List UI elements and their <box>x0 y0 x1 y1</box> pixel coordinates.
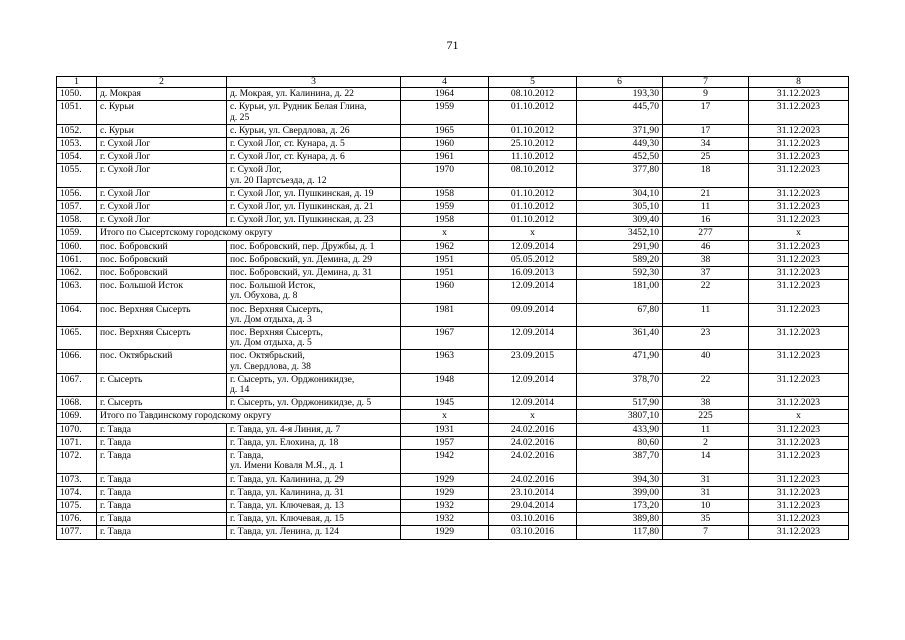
date-cell: 01.10.2012 <box>489 124 577 137</box>
count-cell: 34 <box>663 138 749 151</box>
year-cell: 1958 <box>401 214 489 227</box>
table-row <box>57 397 849 410</box>
total-label-cell: Итого по Тавдинскому городскому округу <box>97 410 401 423</box>
address-line: д. 25 <box>230 111 250 123</box>
settlement-cell: г. Тавда <box>97 423 227 436</box>
address-line: г. Тавда, ул. 4-я Линия, д. 7 <box>230 423 341 435</box>
year-cell: 1929 <box>401 473 489 486</box>
year-cell: 1932 <box>401 499 489 512</box>
column-header: 4 <box>401 77 489 88</box>
row-number-cell: 1069. <box>57 410 97 423</box>
settlement-cell: г. Сухой Лог <box>97 138 227 151</box>
row-number-cell: 1056. <box>57 187 97 200</box>
table-row <box>57 101 849 124</box>
row-number-cell: 1077. <box>57 526 97 539</box>
area-cell: 389,80 <box>577 513 663 526</box>
deadline-cell: 31.12.2023 <box>749 526 849 539</box>
address-line: г. Сухой Лог, ул. Пушкинская, д. 21 <box>230 201 374 213</box>
settlement-cell: с. Курьи <box>97 101 227 124</box>
address-cell <box>227 88 401 101</box>
address-cell <box>227 267 401 280</box>
year-cell: 1931 <box>401 423 489 436</box>
deadline-cell: 31.12.2023 <box>749 350 849 373</box>
row-number-cell: 1076. <box>57 513 97 526</box>
deadline-cell: 31.12.2023 <box>749 423 849 436</box>
table-row <box>57 164 849 187</box>
column-header: 6 <box>577 77 663 88</box>
address-line: д. Мокрая, ул. Калинина, д. 22 <box>230 88 354 100</box>
area-cell: 361,40 <box>577 327 663 350</box>
address-line: ул. Обухова, д. 8 <box>230 290 298 302</box>
count-cell: 14 <box>663 450 749 473</box>
table-row <box>57 327 849 350</box>
area-cell: 181,00 <box>577 280 663 303</box>
year-cell: 1948 <box>401 373 489 396</box>
table-row <box>57 201 849 214</box>
address-line: пос. Бобровский, ул. Демина, д. 29 <box>230 253 373 265</box>
settlement-cell: г. Тавда <box>97 526 227 539</box>
count-cell: 11 <box>663 303 749 326</box>
table-row <box>57 499 849 512</box>
settlement-cell: пос. Бобровский <box>97 253 227 266</box>
address-cell <box>227 327 401 350</box>
area-cell: 592,30 <box>577 267 663 280</box>
table-row <box>57 267 849 280</box>
address-line: пос. Большой Исток, <box>230 280 316 292</box>
address-line: г. Сысерть, ул. Орджоникидзе, д. 5 <box>230 397 372 409</box>
settlement-cell: пос. Большой Исток <box>97 280 227 303</box>
deadline-cell: 31.12.2023 <box>749 101 849 124</box>
deadline-cell: 31.12.2023 <box>749 473 849 486</box>
table-row <box>57 350 849 373</box>
date-cell: 24.02.2016 <box>489 473 577 486</box>
deadline-cell: 31.12.2023 <box>749 138 849 151</box>
settlement-cell: г. Сухой Лог <box>97 214 227 227</box>
table-row <box>57 303 849 326</box>
row-number-cell: 1062. <box>57 267 97 280</box>
address-cell <box>227 526 401 539</box>
count-cell: 7 <box>663 526 749 539</box>
year-cell: 1959 <box>401 201 489 214</box>
date-cell: 03.10.2016 <box>489 526 577 539</box>
address-cell <box>227 350 401 373</box>
area-cell: 80,60 <box>577 436 663 449</box>
date-cell: 23.10.2014 <box>489 486 577 499</box>
count-cell: 17 <box>663 124 749 137</box>
housing-register-table <box>56 76 849 540</box>
table-row <box>57 280 849 303</box>
area-cell: 517,90 <box>577 397 663 410</box>
settlement-cell: д. Мокрая <box>97 88 227 101</box>
address-cell <box>227 436 401 449</box>
area-cell: 452,50 <box>577 151 663 164</box>
year-cell: 1962 <box>401 240 489 253</box>
deadline-cell: х <box>749 410 849 423</box>
count-cell: 17 <box>663 101 749 124</box>
year-cell: 1960 <box>401 138 489 151</box>
deadline-cell: 31.12.2023 <box>749 164 849 187</box>
deadline-cell: х <box>749 227 849 240</box>
count-cell: 9 <box>663 88 749 101</box>
area-cell: 433,90 <box>577 423 663 436</box>
table-row <box>57 526 849 539</box>
row-number-cell: 1071. <box>57 436 97 449</box>
address-cell <box>227 513 401 526</box>
count-cell: 38 <box>663 253 749 266</box>
address-cell <box>227 101 401 124</box>
count-cell: 22 <box>663 373 749 396</box>
date-cell: 05.05.2012 <box>489 253 577 266</box>
row-number-cell: 1072. <box>57 450 97 473</box>
table-row <box>57 436 849 449</box>
table-row <box>57 423 849 436</box>
area-cell: 304,10 <box>577 187 663 200</box>
row-number-cell: 1067. <box>57 373 97 396</box>
address-line: г. Тавда, ул. Ленина, д. 124 <box>230 526 339 538</box>
table-row <box>57 151 849 164</box>
address-line: ул. Имени Коваля М.Я., д. 1 <box>230 460 344 472</box>
address-cell <box>227 423 401 436</box>
address-line: с. Курьи, ул. Рудник Белая Глина, <box>230 101 367 113</box>
year-cell: 1929 <box>401 486 489 499</box>
settlement-cell: г. Тавда <box>97 499 227 512</box>
row-number-cell: 1066. <box>57 350 97 373</box>
date-cell: 08.10.2012 <box>489 88 577 101</box>
year-cell: 1960 <box>401 280 489 303</box>
address-cell <box>227 240 401 253</box>
area-cell: 394,30 <box>577 473 663 486</box>
count-cell: 37 <box>663 267 749 280</box>
settlement-cell: г. Сухой Лог <box>97 187 227 200</box>
deadline-cell: 31.12.2023 <box>749 436 849 449</box>
address-cell <box>227 373 401 396</box>
settlement-cell: пос. Бобровский <box>97 267 227 280</box>
address-line: г. Сухой Лог, ул. Пушкинская, д. 19 <box>230 187 374 199</box>
date-cell: 01.10.2012 <box>489 201 577 214</box>
area-cell: 173,20 <box>577 499 663 512</box>
area-cell: 371,90 <box>577 124 663 137</box>
settlement-cell: г. Тавда <box>97 513 227 526</box>
date-cell: х <box>489 227 577 240</box>
count-cell: 21 <box>663 187 749 200</box>
deadline-cell: 31.12.2023 <box>749 450 849 473</box>
address-line: г. Тавда, ул. Калинина, д. 31 <box>230 486 344 498</box>
column-header: 1 <box>57 77 97 88</box>
year-cell: 1957 <box>401 436 489 449</box>
column-header: 8 <box>749 77 849 88</box>
date-cell: х <box>489 410 577 423</box>
deadline-cell: 31.12.2023 <box>749 88 849 101</box>
year-cell: 1967 <box>401 327 489 350</box>
address-cell <box>227 151 401 164</box>
year-cell: 1951 <box>401 267 489 280</box>
column-header: 3 <box>227 77 401 88</box>
year-cell: 1964 <box>401 88 489 101</box>
area-cell: 377,80 <box>577 164 663 187</box>
table-row <box>57 373 849 396</box>
year-cell: 1981 <box>401 303 489 326</box>
date-cell: 08.10.2012 <box>489 164 577 187</box>
area-cell: 399,00 <box>577 486 663 499</box>
deadline-cell: 31.12.2023 <box>749 187 849 200</box>
area-cell: 305,10 <box>577 201 663 214</box>
row-number-cell: 1059. <box>57 227 97 240</box>
date-cell: 23.09.2015 <box>489 350 577 373</box>
address-line: г. Сысерть, ул. Орджоникидзе, <box>230 373 355 385</box>
table-row <box>57 88 849 101</box>
count-cell: 35 <box>663 513 749 526</box>
address-line: пос. Верхняя Сысерть, <box>230 303 323 315</box>
address-cell <box>227 499 401 512</box>
address-line: с. Курьи, ул. Свердлова, д. 26 <box>230 124 350 136</box>
settlement-cell: г. Сухой Лог <box>97 201 227 214</box>
address-line: пос. Бобровский, ул. Демина, д. 31 <box>230 267 373 279</box>
settlement-cell: г. Сысерть <box>97 373 227 396</box>
date-cell: 25.10.2012 <box>489 138 577 151</box>
count-cell: 11 <box>663 423 749 436</box>
row-number-cell: 1063. <box>57 280 97 303</box>
settlement-cell: г. Тавда <box>97 486 227 499</box>
row-number-cell: 1054. <box>57 151 97 164</box>
date-cell: 16.09.2013 <box>489 267 577 280</box>
row-number-cell: 1070. <box>57 423 97 436</box>
row-number-cell: 1058. <box>57 214 97 227</box>
table-row <box>57 450 849 473</box>
area-cell: 449,30 <box>577 138 663 151</box>
address-line: пос. Октябрьский, <box>230 350 305 362</box>
row-number-cell: 1073. <box>57 473 97 486</box>
count-cell: 277 <box>663 227 749 240</box>
year-cell: 1970 <box>401 164 489 187</box>
deadline-cell: 31.12.2023 <box>749 499 849 512</box>
row-number-cell: 1060. <box>57 240 97 253</box>
address-line: д. 14 <box>230 384 250 396</box>
area-cell: 309,40 <box>577 214 663 227</box>
deadline-cell: 31.12.2023 <box>749 397 849 410</box>
settlement-cell: с. Курьи <box>97 124 227 137</box>
address-cell <box>227 486 401 499</box>
area-cell: 67,80 <box>577 303 663 326</box>
settlement-cell: г. Сысерть <box>97 397 227 410</box>
date-cell: 11.10.2012 <box>489 151 577 164</box>
settlement-cell: г. Сухой Лог <box>97 164 227 187</box>
settlement-cell: г. Сухой Лог <box>97 151 227 164</box>
count-cell: 2 <box>663 436 749 449</box>
table-row <box>57 138 849 151</box>
table-row <box>57 124 849 137</box>
row-number-cell: 1064. <box>57 303 97 326</box>
area-cell: 378,70 <box>577 373 663 396</box>
area-cell: 3807,10 <box>577 410 663 423</box>
deadline-cell: 31.12.2023 <box>749 486 849 499</box>
table-row <box>57 240 849 253</box>
date-cell: 03.10.2016 <box>489 513 577 526</box>
total-label-cell: Итого по Сысертскому городскому округу <box>97 227 401 240</box>
address-cell <box>227 473 401 486</box>
year-cell: 1958 <box>401 187 489 200</box>
date-cell: 12.09.2014 <box>489 373 577 396</box>
year-cell: 1945 <box>401 397 489 410</box>
count-cell: 38 <box>663 397 749 410</box>
date-cell: 01.10.2012 <box>489 101 577 124</box>
address-line: ул. Дом отдыха, д. 5 <box>230 337 312 349</box>
address-cell <box>227 280 401 303</box>
area-cell: 193,30 <box>577 88 663 101</box>
count-cell: 25 <box>663 151 749 164</box>
deadline-cell: 31.12.2023 <box>749 267 849 280</box>
address-line: г. Сухой Лог, <box>230 164 282 176</box>
column-header: 2 <box>97 77 227 88</box>
deadline-cell: 31.12.2023 <box>749 151 849 164</box>
settlement-cell: пос. Верхняя Сысерть <box>97 327 227 350</box>
area-cell: 291,90 <box>577 240 663 253</box>
register-body <box>57 88 849 539</box>
settlement-cell: г. Тавда <box>97 450 227 473</box>
date-cell: 09.09.2014 <box>489 303 577 326</box>
date-cell: 29.04.2014 <box>489 499 577 512</box>
year-cell: 1961 <box>401 151 489 164</box>
deadline-cell: 31.12.2023 <box>749 327 849 350</box>
column-number-row <box>57 77 849 88</box>
table-row <box>57 486 849 499</box>
year-cell: 1959 <box>401 101 489 124</box>
deadline-cell: 31.12.2023 <box>749 303 849 326</box>
row-number-cell: 1057. <box>57 201 97 214</box>
settlement-cell: пос. Октябрьский <box>97 350 227 373</box>
address-cell <box>227 124 401 137</box>
address-line: г. Тавда, ул. Калинина, д. 29 <box>230 473 344 485</box>
count-cell: 18 <box>663 164 749 187</box>
address-line: г. Сухой Лог, ул. Пушкинская, д. 23 <box>230 214 374 226</box>
address-line: ул. Свердлова, д. 38 <box>230 360 311 372</box>
address-line: г. Тавда, ул. Ключевая, д. 15 <box>230 513 344 525</box>
settlement-cell: г. Тавда <box>97 473 227 486</box>
count-cell: 31 <box>663 486 749 499</box>
settlement-cell: пос. Верхняя Сысерть <box>97 303 227 326</box>
settlement-cell: г. Тавда <box>97 436 227 449</box>
year-cell: 1929 <box>401 526 489 539</box>
year-cell: х <box>401 410 489 423</box>
year-cell: 1932 <box>401 513 489 526</box>
table-total-row <box>57 227 849 240</box>
row-number-cell: 1074. <box>57 486 97 499</box>
date-cell: 12.09.2014 <box>489 280 577 303</box>
count-cell: 11 <box>663 201 749 214</box>
address-line: ул. 20 Партсъезда, д. 12 <box>230 174 327 186</box>
page-number: 71 <box>446 38 459 52</box>
address-line: г. Тавда, ул. Елохина, д. 18 <box>230 436 339 448</box>
address-cell <box>227 450 401 473</box>
year-cell: 1951 <box>401 253 489 266</box>
address-cell <box>227 397 401 410</box>
address-cell <box>227 201 401 214</box>
count-cell: 31 <box>663 473 749 486</box>
table-row <box>57 214 849 227</box>
deadline-cell: 31.12.2023 <box>749 214 849 227</box>
address-line: пос. Бобровский, пер. Дружбы, д. 1 <box>230 240 375 252</box>
area-cell: 471,90 <box>577 350 663 373</box>
deadline-cell: 31.12.2023 <box>749 513 849 526</box>
area-cell: 589,20 <box>577 253 663 266</box>
count-cell: 22 <box>663 280 749 303</box>
settlement-cell: пос. Бобровский <box>97 240 227 253</box>
row-number-cell: 1075. <box>57 499 97 512</box>
date-cell: 01.10.2012 <box>489 187 577 200</box>
deadline-cell: 31.12.2023 <box>749 373 849 396</box>
date-cell: 01.10.2012 <box>489 214 577 227</box>
deadline-cell: 31.12.2023 <box>749 253 849 266</box>
address-line: г. Сухой Лог, ст. Кунара, д. 5 <box>230 138 345 150</box>
row-number-cell: 1055. <box>57 164 97 187</box>
row-number-cell: 1065. <box>57 327 97 350</box>
address-cell <box>227 214 401 227</box>
table-row <box>57 473 849 486</box>
address-line: г. Тавда, <box>230 450 264 462</box>
table-row <box>57 253 849 266</box>
count-cell: 10 <box>663 499 749 512</box>
date-cell: 12.09.2014 <box>489 240 577 253</box>
column-header: 7 <box>663 77 749 88</box>
count-cell: 23 <box>663 327 749 350</box>
year-cell: 1963 <box>401 350 489 373</box>
deadline-cell: 31.12.2023 <box>749 124 849 137</box>
row-number-cell: 1068. <box>57 397 97 410</box>
count-cell: 225 <box>663 410 749 423</box>
deadline-cell: 31.12.2023 <box>749 201 849 214</box>
date-cell: 24.02.2016 <box>489 436 577 449</box>
area-cell: 117,80 <box>577 526 663 539</box>
deadline-cell: 31.12.2023 <box>749 240 849 253</box>
count-cell: 16 <box>663 214 749 227</box>
address-cell <box>227 187 401 200</box>
year-cell: 1942 <box>401 450 489 473</box>
count-cell: 40 <box>663 350 749 373</box>
area-cell: 3452,10 <box>577 227 663 240</box>
address-cell <box>227 164 401 187</box>
deadline-cell: 31.12.2023 <box>749 280 849 303</box>
date-cell: 24.02.2016 <box>489 450 577 473</box>
address-line: пос. Верхняя Сысерть, <box>230 327 323 339</box>
area-cell: 445,70 <box>577 101 663 124</box>
address-line: г. Сухой Лог, ст. Кунара, д. 6 <box>230 151 345 163</box>
table-total-row <box>57 410 849 423</box>
date-cell: 24.02.2016 <box>489 423 577 436</box>
year-cell: х <box>401 227 489 240</box>
address-cell <box>227 253 401 266</box>
date-cell: 12.09.2014 <box>489 327 577 350</box>
count-cell: 46 <box>663 240 749 253</box>
table-row <box>57 187 849 200</box>
address-line: ул. Дом отдыха, д. 3 <box>230 313 312 325</box>
date-cell: 12.09.2014 <box>489 397 577 410</box>
table-row <box>57 513 849 526</box>
row-number-cell: 1050. <box>57 88 97 101</box>
year-cell: 1965 <box>401 124 489 137</box>
area-cell: 387,70 <box>577 450 663 473</box>
row-number-cell: 1061. <box>57 253 97 266</box>
address-cell <box>227 303 401 326</box>
row-number-cell: 1053. <box>57 138 97 151</box>
column-header: 5 <box>489 77 577 88</box>
row-number-cell: 1052. <box>57 124 97 137</box>
row-number-cell: 1051. <box>57 101 97 124</box>
address-cell <box>227 138 401 151</box>
address-line: г. Тавда, ул. Ключевая, д. 13 <box>230 499 344 511</box>
